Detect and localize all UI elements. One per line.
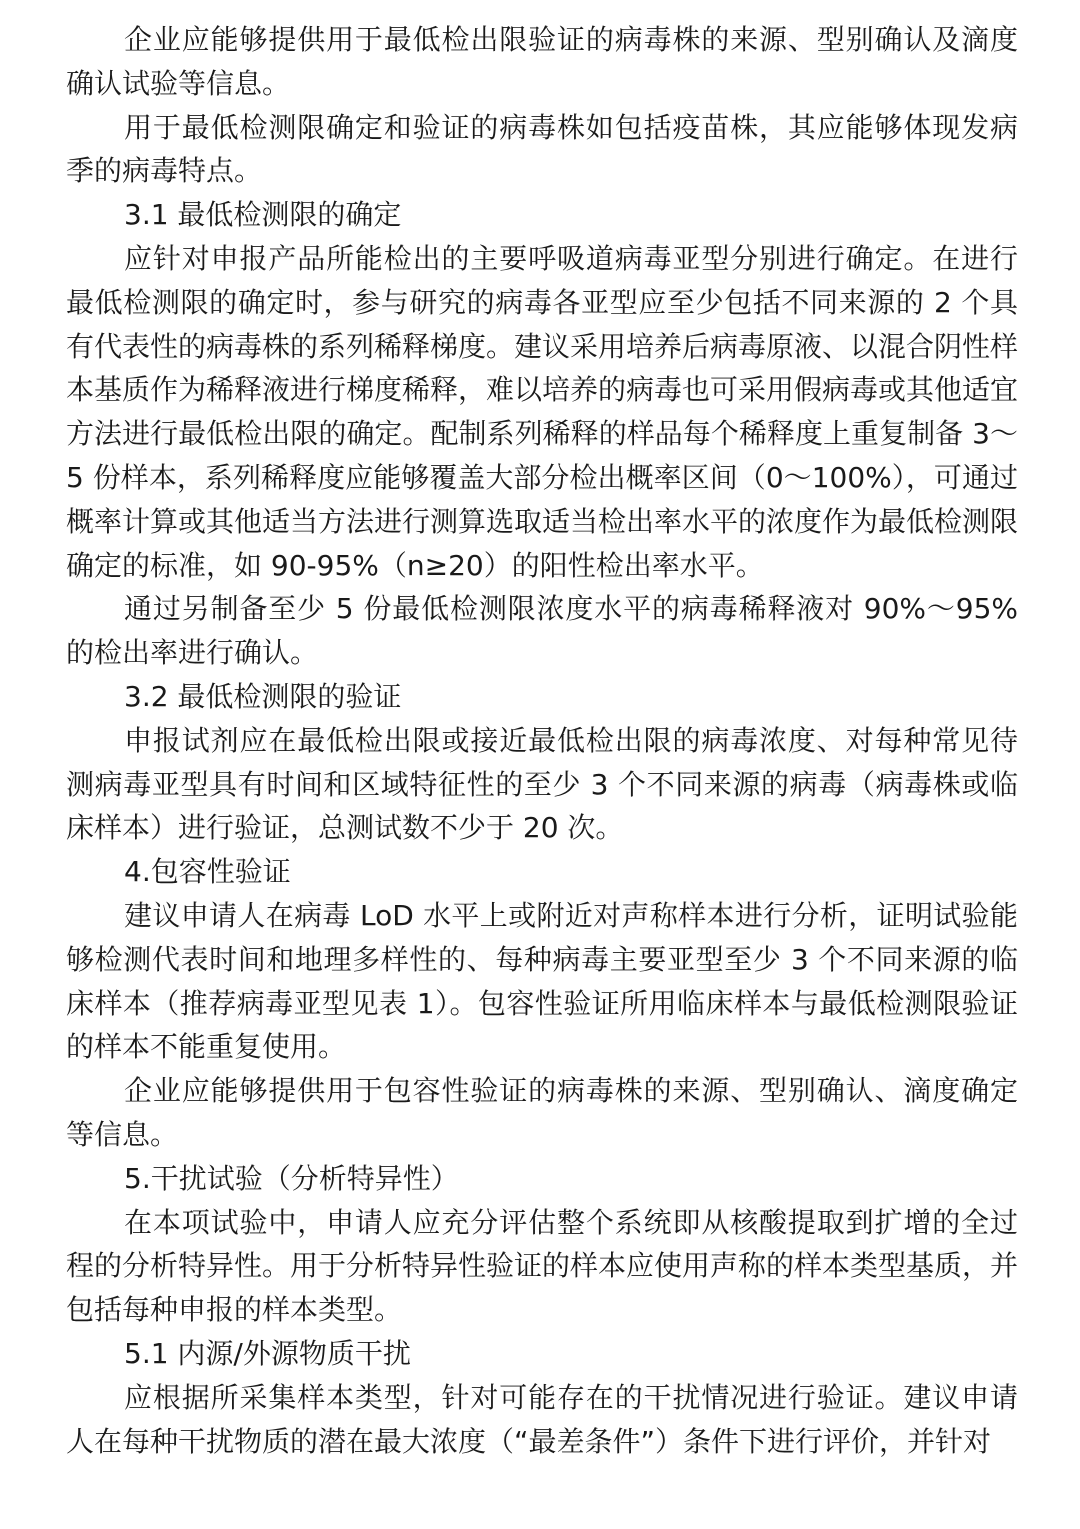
section-heading: 3.2 最低检测限的验证 [124, 679, 402, 713]
section-heading: 4.包容性验证 [124, 855, 291, 889]
paragraph: 企业应能够提供用于最低检出限验证的病毒株的来源、型别确认及滴度确认试验等信息。 [66, 23, 1018, 100]
paragraph: 用于最低检测限确定和验证的病毒株如包括疫苗株，其应能够体现发病季的病毒特点。 [66, 110, 1018, 188]
paragraph: 应根据所采集样本类型，针对可能存在的干扰情况进行验证。建议申请人在每种干扰物质的潜在最大浓度（“最差条件”）条件下进行评价，并针对 [66, 1380, 1018, 1458]
paragraph: 应针对申报产品所能检出的主要呼吸道病毒亚型分别进行确定。在进行最低检测限的确定时，参与研究的病毒各亚型应至少包括不同来源的 2 个具有代表性的病毒株的系列稀释梯度。建议采用培养后病毒原液、以混合阴性样本基质作为稀释液进行梯度稀释，难以培养的病毒也可采用假病毒或其他适宜方法进行最低检出限的确定。配制系列稀释的样品每个稀释度上重复制备 3～5 份样本，系列稀释度应能够覆盖大部分检出概率区间（0～100%），可通过概率计算或其他适当方法进行测算选取适当检出率水平的浓度作为最低检测限确定的标准，如 90-95%（n≥20）的阳性检出率水平。 [66, 241, 1019, 582]
section-heading: 5.1 内源/外源物质干扰 [124, 1336, 411, 1370]
section-heading: 3.1 最低检测限的确定 [124, 198, 402, 232]
paragraph: 在本项试验中，申请人应充分评估整个系统即从核酸提取到扩增的全过程的分析特异性。用于分析特异性验证的样本应使用声称的样本类型基质，并包括每种申报的样本类型。 [66, 1205, 1019, 1327]
section-heading: 5.干扰试验（分析特异性） [124, 1161, 459, 1195]
paragraph: 企业应能够提供用于包容性验证的病毒株的来源、型别确认、滴度确定等信息。 [66, 1074, 1018, 1151]
paragraph: 通过另制备至少 5 份最低检测限浓度水平的病毒稀释液对 90%～95% 的检出率进行确认。 [66, 592, 1018, 670]
paragraph: 申报试剂应在最低检出限或接近最低检出限的病毒浓度、对每种常见待测病毒亚型具有时间和区域特征性的至少 3 个不同来源的病毒（病毒株或临床样本）进行验证，总测试数不少于 20 次。 [66, 723, 1018, 845]
paragraph: 建议申请人在病毒 LoD 水平上或附近对声称样本进行分析，证明试验能够检测代表时间和地理多样性的、每种病毒主要亚型至少 3 个不同来源的临床样本（推荐病毒亚型见表 1）。包容性验证所用临床样本与最低检测限验证的样本不能重复使用。 [66, 898, 1018, 1064]
